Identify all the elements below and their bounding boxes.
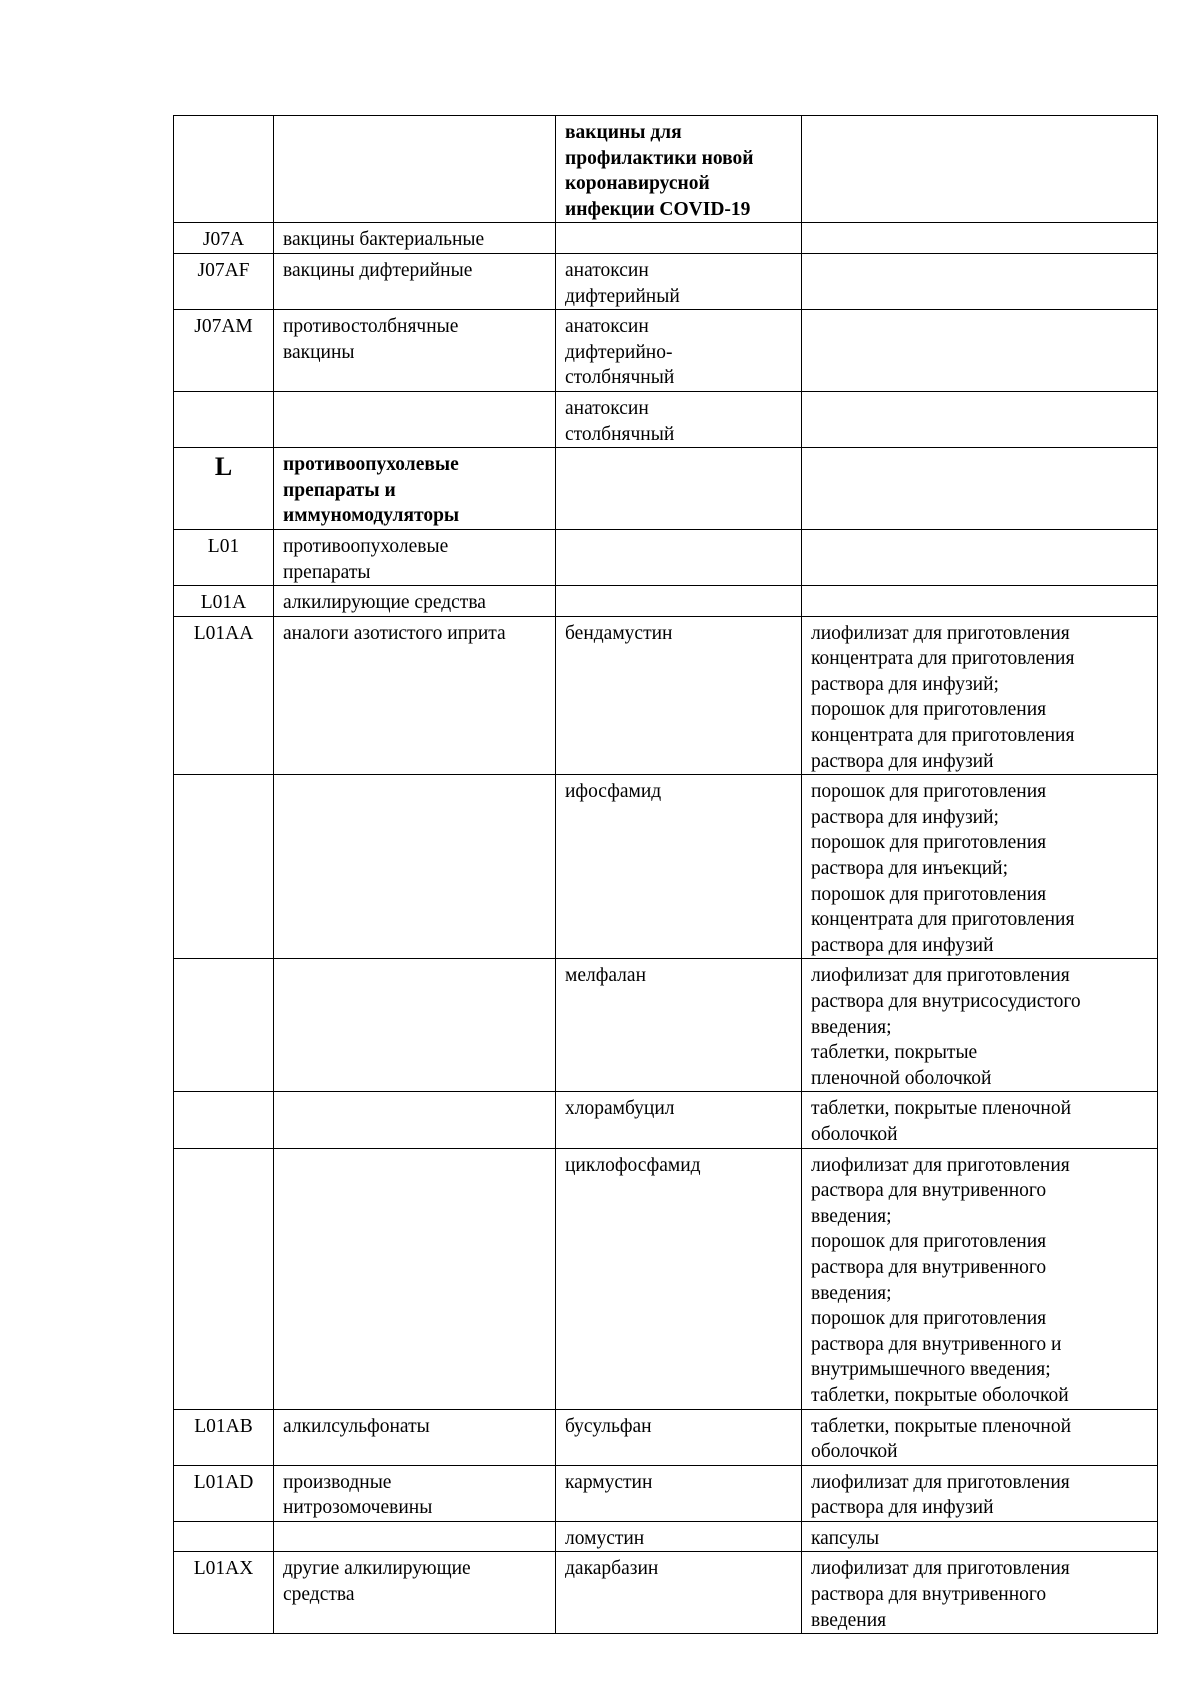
group-name-cell (274, 391, 556, 447)
dosage-form-cell (802, 1552, 1158, 1634)
drug-name-cell (556, 448, 802, 530)
atc-code-cell (174, 1465, 274, 1521)
atc-code-cell (174, 586, 274, 617)
atc-code-cell (174, 1409, 274, 1465)
drug-name-cell (556, 1552, 802, 1634)
dosage-form-cell (802, 586, 1158, 617)
drug-name-cell (556, 959, 802, 1092)
dosage-form-cell (802, 310, 1158, 392)
dosage-form: лиофилизат для приготовления раствора для внутривенного введения (811, 1558, 1070, 1631)
group-name: аналоги азотистого иприта (283, 622, 506, 644)
drug-name-cell (556, 310, 802, 392)
dosage-form-cell (802, 448, 1158, 530)
group-name-cell (274, 1521, 556, 1552)
table-row (174, 1552, 1158, 1634)
atc-code-cell (174, 116, 274, 223)
group-name: противостолбнячные вакцины (283, 316, 459, 363)
dosage-form: таблетки, покрытые пленочной оболочкой (811, 1415, 1072, 1463)
atc-code-cell (174, 959, 274, 1092)
drug-name-cell (556, 1465, 802, 1521)
drug-name-cell (556, 1148, 802, 1409)
dosage-form: порошок для приготовления раствора для инфузий; порошок для приготовления раствора для инъекций; порошок для приготовления концентрата для приготовления раствора для инфузий (811, 781, 1075, 956)
atc-code-cell (174, 1521, 274, 1552)
atc-code: L01 (207, 535, 240, 557)
atc-code-cell (174, 1552, 274, 1634)
table-row (174, 310, 1158, 392)
table-row (174, 616, 1158, 775)
group-name-cell (274, 586, 556, 617)
dosage-form: капсулы (811, 1527, 880, 1549)
atc-code-cell (174, 310, 274, 392)
group-name-cell (274, 616, 556, 775)
drug-name: ломустин (565, 1527, 645, 1549)
table-row (174, 586, 1158, 617)
table-row (174, 1409, 1158, 1465)
atc-code-cell (174, 775, 274, 959)
drug-name-cell (556, 1409, 802, 1465)
atc-code: L01A (200, 592, 247, 614)
table-row (174, 1148, 1158, 1409)
dosage-form-cell (802, 1092, 1158, 1148)
dosage-form-cell (802, 529, 1158, 585)
drug-name: мелфалан (565, 965, 647, 987)
dosage-form-cell (802, 959, 1158, 1092)
table-row (174, 959, 1158, 1092)
group-name: противоопухолевые препараты и иммуномодуляторы (283, 454, 460, 527)
atc-code-cell (174, 223, 274, 254)
group-name-cell (274, 959, 556, 1092)
dosage-form-cell (802, 616, 1158, 775)
group-name: вакцины дифтерийные (283, 259, 473, 281)
drug-name: бендамустин (565, 622, 673, 644)
dosage-form-cell (802, 253, 1158, 309)
atc-code-cell (174, 616, 274, 775)
atc-code-cell (174, 529, 274, 585)
drug-name-cell (556, 775, 802, 959)
atc-code: L01AA (193, 622, 254, 644)
dosage-form: лиофилизат для приготовления раствора для внутрисосудистого введения; таблетки, покрытые пленочной оболочкой (811, 965, 1081, 1089)
table-row (174, 1521, 1158, 1552)
drug-name-cell (556, 586, 802, 617)
drug-name: бусульфан (565, 1415, 652, 1437)
group-name-cell (274, 1409, 556, 1465)
group-name-cell (274, 448, 556, 530)
drug-name: хлорамбуцил (565, 1098, 675, 1120)
dosage-form-cell (802, 223, 1158, 254)
atc-code: J07AM (194, 316, 253, 338)
group-name: вакцины бактериальные (283, 229, 485, 251)
table-row (174, 391, 1158, 447)
drug-name-cell (556, 616, 802, 775)
drug-name: анатоксин дифтерийно- столбнячный (565, 316, 675, 389)
table-body (174, 116, 1158, 1634)
group-name: алкилирующие средства (283, 592, 486, 614)
drug-name: кармустин (565, 1471, 653, 1493)
drug-name-cell (556, 1092, 802, 1148)
drug-name: дакарбазин (565, 1558, 659, 1580)
table-row (174, 529, 1158, 585)
atc-code-cell (174, 253, 274, 309)
drug-name: вакцины для профилактики новой коронавирусной инфекции COVID-19 (565, 122, 754, 220)
atc-code: L01AB (194, 1415, 253, 1437)
drug-name-cell (556, 529, 802, 585)
atc-code-cell (174, 1092, 274, 1148)
dosage-form: лиофилизат для приготовления концентрата для приготовления раствора для инфузий; порошок для приготовления концентрата для приготовления раствора для инфузий (811, 622, 1075, 772)
dosage-form-cell (802, 775, 1158, 959)
dosage-form: лиофилизат для приготовления раствора для инфузий (811, 1471, 1070, 1519)
table-row (174, 775, 1158, 959)
group-name-cell (274, 253, 556, 309)
drug-name-cell (556, 253, 802, 309)
atc-code-cell (174, 1148, 274, 1409)
group-name-cell (274, 116, 556, 223)
dosage-form-cell (802, 1409, 1158, 1465)
group-name-cell (274, 223, 556, 254)
table-row (174, 253, 1158, 309)
group-name-cell (274, 775, 556, 959)
drug-name: циклофосфамид (565, 1154, 701, 1176)
drug-name: анатоксин дифтерийный (565, 259, 680, 307)
atc-code: J07AF (197, 259, 250, 281)
group-name: производные нитрозомочевины (283, 1471, 433, 1519)
dosage-form: лиофилизат для приготовления раствора для внутривенного введения; порошок для приготовления раствора для внутривенного введения; порошок для приготовления раствора для внутривенного и внутримышечного введения; таблетки, покрытые оболочкой (811, 1154, 1070, 1406)
table-row (174, 1092, 1158, 1148)
drug-name: анатоксин столбнячный (565, 397, 675, 445)
table-row (174, 223, 1158, 254)
drug-name-cell (556, 391, 802, 447)
group-name-cell (274, 1092, 556, 1148)
dosage-form-cell (802, 1521, 1158, 1552)
atc-code: L01AD (193, 1471, 254, 1493)
table-row (174, 116, 1158, 223)
group-name-cell (274, 1148, 556, 1409)
group-name: противоопухолевые препараты (283, 535, 449, 583)
atc-code: L01AX (193, 1558, 254, 1580)
dosage-form-cell (802, 1465, 1158, 1521)
drug-name-cell (556, 1521, 802, 1552)
group-name-cell (274, 1552, 556, 1634)
group-name-cell (274, 529, 556, 585)
dosage-form: таблетки, покрытые пленочной оболочкой (811, 1098, 1072, 1145)
drug-classification-table (173, 115, 1158, 1634)
dosage-form-cell (802, 1148, 1158, 1409)
table-row (174, 448, 1158, 530)
drug-name-cell (556, 223, 802, 254)
group-name: алкилсульфонаты (283, 1415, 430, 1437)
atc-code: L (214, 452, 233, 482)
group-name-cell (274, 1465, 556, 1521)
table-row (174, 1465, 1158, 1521)
dosage-form-cell (802, 116, 1158, 223)
atc-code: J07A (202, 229, 245, 251)
dosage-form-cell (802, 391, 1158, 447)
atc-code-cell (174, 448, 274, 530)
drug-name: ифосфамид (565, 781, 662, 803)
group-name: другие алкилирующие средства (283, 1558, 471, 1606)
group-name-cell (274, 310, 556, 392)
drug-name-cell (556, 116, 802, 223)
atc-code-cell (174, 391, 274, 447)
